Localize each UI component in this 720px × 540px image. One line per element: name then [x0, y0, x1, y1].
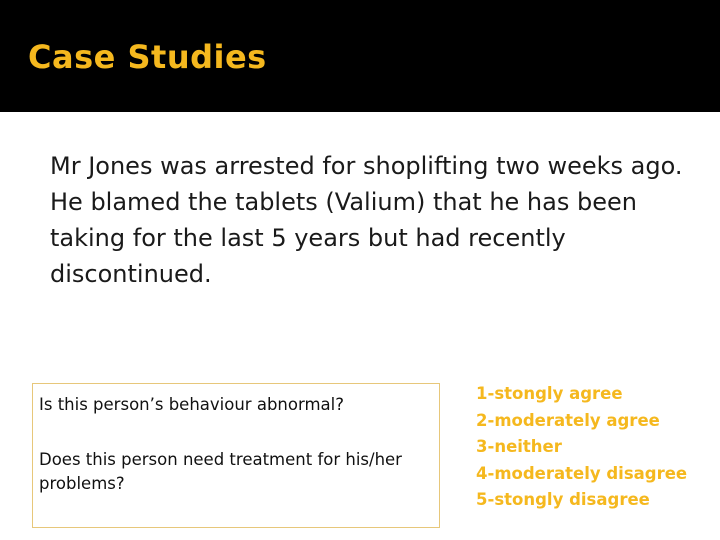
question-box	[32, 383, 440, 528]
question-treatment: Does this person need treatment for his/her problems?	[39, 450, 402, 493]
rating-scale	[476, 381, 687, 514]
header-band	[0, 0, 720, 112]
slide-title: Case Studies	[28, 38, 267, 76]
scale-item-2: 2-moderately agree	[476, 410, 660, 430]
scale-item-1: 1-stongly agree	[476, 384, 623, 403]
scale-item-5: 5-stongly disagree	[476, 490, 650, 509]
scale-item-4: 4-moderately disagree	[476, 463, 688, 483]
case-description: Mr Jones was arrested for shoplifting two weeks ago. He blamed the tablets (Valium) that he has been taking for the last 5 years but had recently discontinued.	[50, 152, 683, 288]
scale-item-3: 3-neither	[476, 437, 562, 456]
question-abnormal: Is this person’s behaviour abnormal?	[39, 395, 344, 414]
